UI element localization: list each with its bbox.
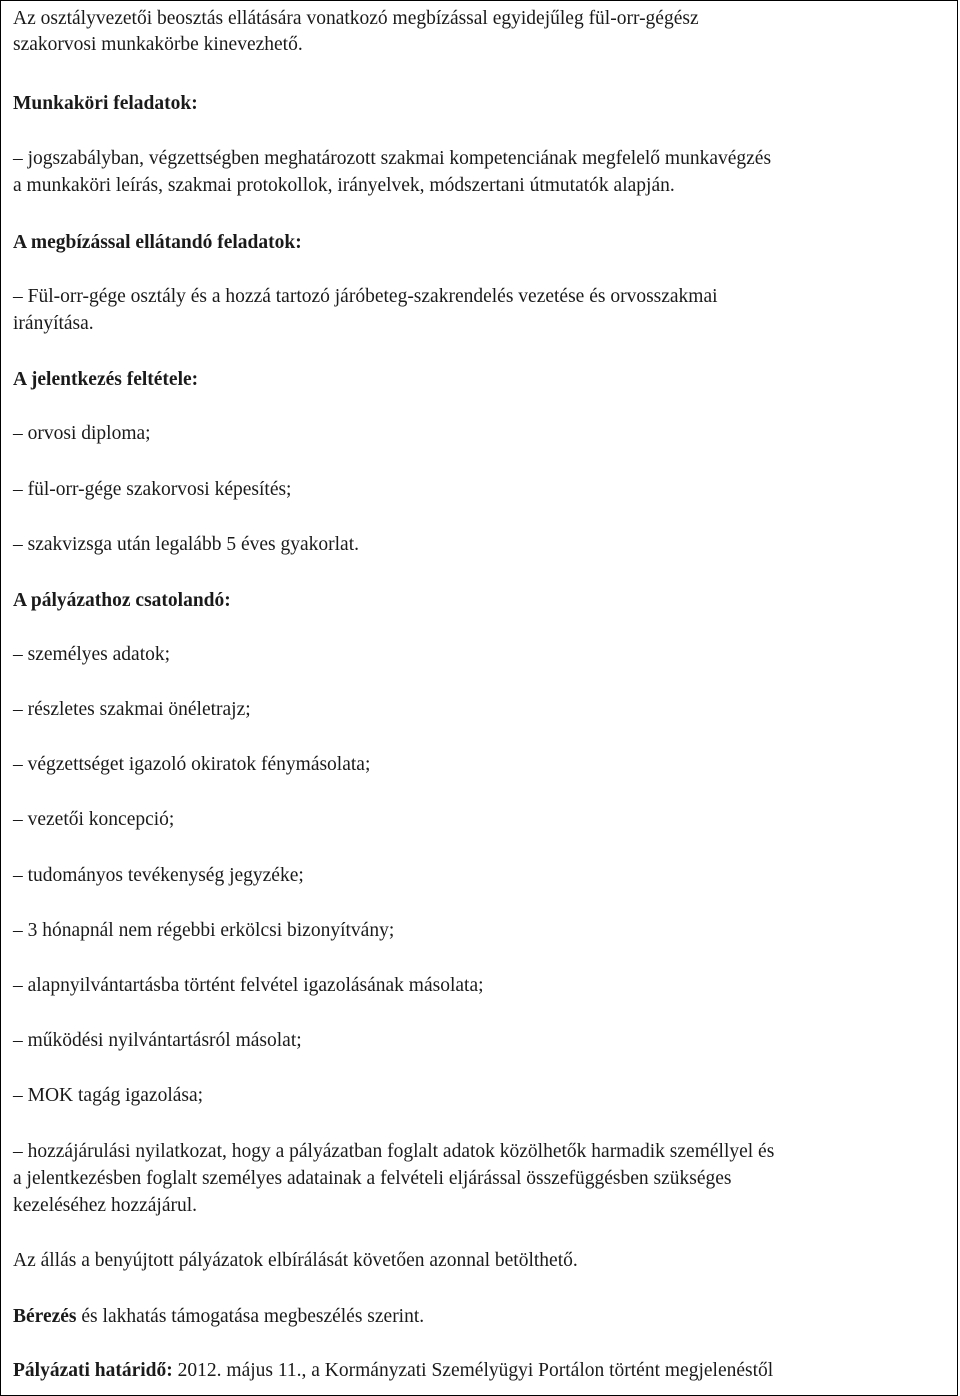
csatolando-last-item-line-2: a jelentkezésben foglalt személyes adatainak a felvételi eljárással összefüggésben szükséges (13, 1168, 732, 1189)
heading-palyazathoz-csatolando: A pályázathoz csatolandó: (13, 590, 231, 611)
csatolando-item: – működési nyilvántartásról másolat; (13, 1030, 302, 1051)
csatolando-item: – 3 hónapnál nem régebbi erkölcsi bizonyítvány; (13, 920, 395, 941)
berezes-line (13, 1304, 945, 1330)
hatarido-label: Pályázati határidő: (13, 1360, 173, 1381)
megbizas-item-line-2: irányítása. (13, 313, 94, 334)
hatarido-date: 2012. május 11. (172, 1360, 302, 1381)
berezes-label: Bérezés (13, 1306, 77, 1327)
feltetel-item: – szakvizsga után legalább 5 éves gyakorlat. (13, 534, 360, 555)
allas-betoltheto: Az állás a benyújtott pályázatok elbírálását követően azonnal betölthető. (13, 1250, 578, 1271)
heading-jelentkezes-feltetele: A jelentkezés feltétele: (13, 369, 199, 390)
csatolando-last-item-line-3: kezeléséhez hozzájárul. (13, 1195, 198, 1216)
heading-megbizas-feladatok: A megbízással ellátandó feladatok: (13, 232, 302, 253)
csatolando-item: – MOK tagág igazolása; (13, 1085, 204, 1106)
csatolando-last-item-line-1: – hozzájárulási nyilatkozat, hogy a pályázatban foglalt adatok közölhetők harmadik személlyel és (13, 1141, 775, 1162)
csatolando-item: – végzettséget igazoló okiratok fénymásolata; (13, 754, 371, 775)
heading-munkakori-feladatok: Munkaköri feladatok: (13, 93, 198, 114)
munkakori-item-line-1: – jogszabályban, végzettségben meghatározott szakmai kompetenciának megfelelő munkavégzés (13, 148, 772, 169)
hatarido-line (13, 1358, 945, 1384)
feltetel-item: – fül-orr-gége szakorvosi képesítés; (13, 479, 292, 500)
intro-line-2: szakorvosi munkakörbe kinevezhető. (13, 34, 303, 55)
megbizas-item-line-1: – Fül-orr-gége osztály és a hozzá tartozó járóbeteg-szakrendelés vezetése és orvosszakmai (13, 286, 718, 307)
csatolando-item: – alapnyilvántartásba történt felvétel igazolásának másolata; (13, 975, 484, 996)
intro-line-1: Az osztályvezetői beosztás ellátására vonatkozó megbízással egyidejűleg fül-orr-gégész (13, 8, 699, 29)
feltetel-item: – orvosi diploma; (13, 423, 151, 444)
berezes-text: és lakhatás támogatása megbeszélés szerint. (76, 1306, 425, 1327)
csatolando-item: – tudományos tevékenység jegyzéke; (13, 865, 304, 886)
hatarido-text: , a Kormányzati Személyügyi Portálon történt megjelenéstől (301, 1360, 774, 1381)
csatolando-item: – részletes szakmai önéletrajz; (13, 699, 251, 720)
csatolando-item: – személyes adatok; (13, 644, 171, 665)
csatolando-item: – vezetői koncepció; (13, 809, 175, 830)
munkakori-item-line-2: a munkaköri leírás, szakmai protokollok, irányelvek, módszertani útmutatók alapján. (13, 175, 675, 196)
